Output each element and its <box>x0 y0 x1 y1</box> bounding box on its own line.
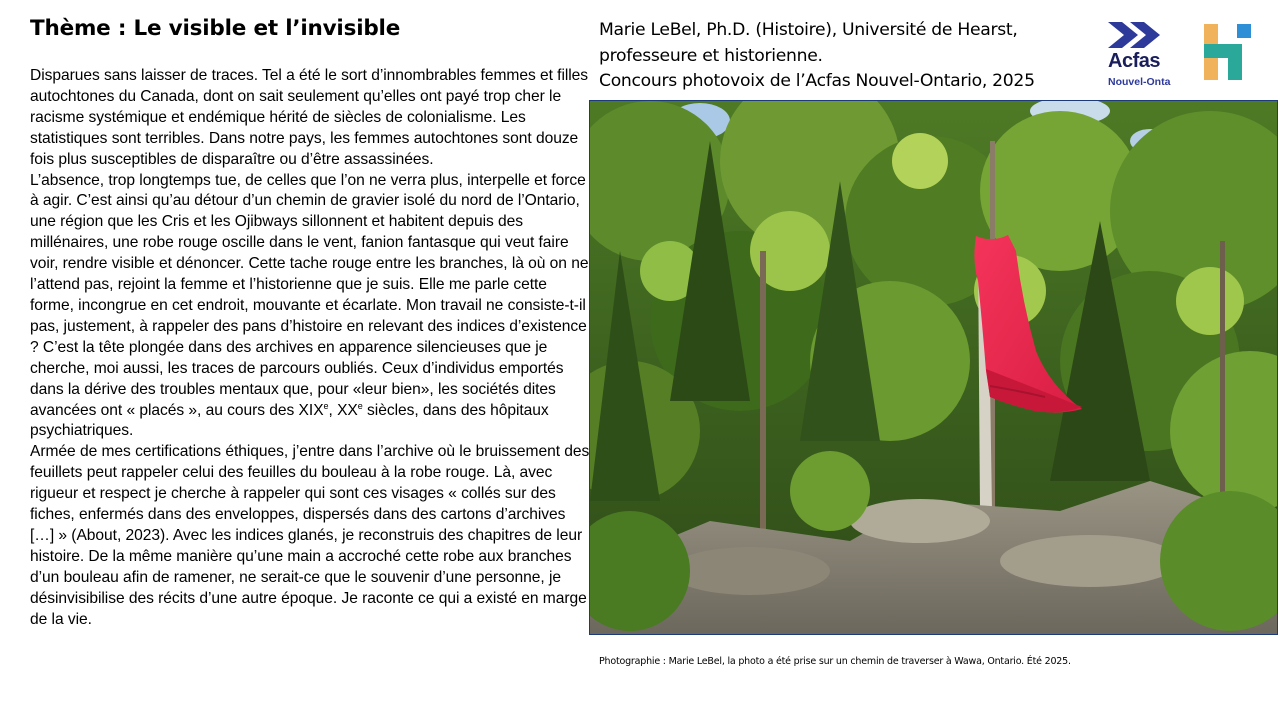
essay-paragraph-3: Armée de mes certifications éthiques, j’entre dans l’archive où le bruissement des feuillets peut rappeler celui des feuilles du bouleau à la robe rouge. Là, avec rigueur et respect je cherche à rappeler qui sont ces visages « collés sur des fiches, enfermés dans des enveloppes, dispersés dans des cartons d’archives […] » (About, 2023). Avec les indices glanés, je reconstruis des chapitres de leur histoire. De la même manière qu’une main a accroché cette robe aux branches d’un bouleau afin de ramener, ne serait-ce que le souvenir d’une personne, je désinvisibilise des récits d’une autre époque. Je raconte ce qui a existé en marge de la vie. <box>30 443 590 628</box>
photo-red-dress-forest <box>589 100 1278 635</box>
hearst-h-logo-icon <box>1204 24 1254 80</box>
acfas-logo-region: Nouvel-Onta <box>1108 76 1171 88</box>
author-line-3: Concours photovoix de l’Acfas Nouvel-Ontario, 2025 <box>599 71 1035 91</box>
essay-paragraph-2: L’absence, trop longtemps tue, de celles que l’on ne verra plus, interpelle et force à agir. C’est ainsi qu’au détour d’un chemin de gravier isolé du nord de l’Ontario, une région que les Cris et les Ojibways sillonnent et habitent depuis des millénaires, une robe rouge oscille dans le vent, fanion fantasque qui veut faire voir, rendre visible et dénoncer. Cette tache rouge entre les branches, là où on ne l’attend pas, rejoint la femme et l’historienne que je suis. Elle me parle cette forme, incongrue en cet endroit, mouvante et écarlate. Mon travail ne consiste-t-il pas, justement, à rappeler des pans d’histoire en relevant des indices d’existence ? C’est la tête plongée dans des archives en apparence silencieuses que je cherche, moi aussi, les traces de parcours oubliés. Ceux d’individus emportés dans la dérive des troubles mentaux que, pour «leur bien», les sociétés dites avancées ont « placés », au cours des XIXe, XXe siècles, dans des hôpitaux psychiatriques. <box>30 171 589 440</box>
acfas-chevron-icon <box>1108 20 1164 50</box>
photo-image <box>590 101 1278 635</box>
author-line-2: professeure et historienne. <box>599 45 823 66</box>
essay-text <box>30 66 590 630</box>
author-block <box>599 18 1079 95</box>
page-title: Thème : Le visible et l’invisible <box>30 16 401 41</box>
acfas-logo <box>1106 20 1192 92</box>
photo-caption: Photographie : Marie LeBel, la photo a été prise sur un chemin de traverser à Wawa, Ontario. Été 2025. <box>599 656 1071 667</box>
essay-paragraph-1: Disparues sans laisser de traces. Tel a été le sort d’innombrables femmes et filles autochtones du Canada, dont on sait seulement qu’elles ont payé trop cher le racisme systémique et endémique hérité de siècles de colonialisme. Les statistiques sont terribles. Dans notre pays, les femmes autochtones sont douze fois plus susceptibles de disparaître ou d’être assassinées. <box>30 67 589 168</box>
author-line-1: Marie LeBel, Ph.D. (Histoire), Université de Hearst, <box>599 20 1018 40</box>
acfas-logo-name: Acfas <box>1108 50 1160 72</box>
